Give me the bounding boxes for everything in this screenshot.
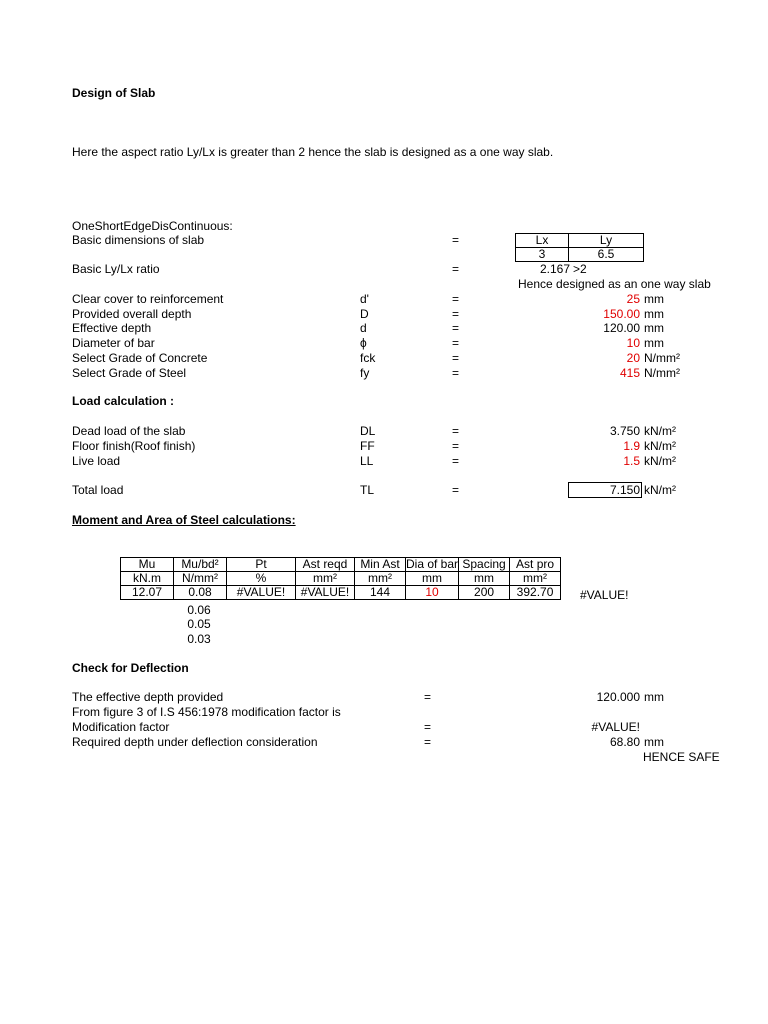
total-load-equals: = [452,483,460,497]
param-equals: = [452,292,460,306]
param-unit: mm [644,292,664,306]
load-unit: kN/m² [644,454,676,468]
ratio-compare: >2 [573,262,587,276]
param-symbol: d' [360,292,369,306]
param-label: Provided overall depth [72,307,192,321]
case-label: OneShortEdgeDisContinuous: [72,219,233,233]
deflection-equals: = [424,720,432,734]
ratio-value: 2.167 [539,262,570,276]
load-symbol: DL [360,424,376,438]
param-unit: mm [644,336,664,350]
ly-value: 6.5 [569,248,644,262]
unit-ast-pro: mm² [510,572,561,586]
deflection-unit: mm [644,735,664,749]
load-label: Live load [72,454,121,468]
param-value: 120.00 [603,321,640,335]
param-symbol: D [360,307,369,321]
hdr-ast-reqd: Ast reqd [296,558,355,572]
param-unit: mm [644,321,664,335]
moment-heading: Moment and Area of Steel calculations: [72,513,296,527]
deflection-label: Modification factor [72,720,170,734]
hdr-ast-pro: Ast pro [510,558,561,572]
val-min-ast: 144 [355,586,406,600]
unit-pt: % [227,572,296,586]
total-load-unit: kN/m² [644,483,676,497]
mu-bd2-extra-1: 0.06 [187,603,211,617]
mu-bd2-extra-2: 0.05 [187,617,211,631]
moment-unit-row [121,572,561,586]
moment-value-row [121,586,561,600]
param-symbol: d [360,321,367,335]
load-label: Floor finish(Roof finish) [72,439,196,453]
load-symbol: LL [360,454,374,468]
unit-ast-reqd: mm² [296,572,355,586]
hdr-pt: Pt [227,558,296,572]
val-dia-of-bar: 10 [406,586,459,600]
ratio-note: Hence designed as an one way slab [518,277,711,291]
param-unit: N/mm² [644,366,680,380]
deflection-value: #VALUE! [591,720,640,734]
hdr-min-ast: Min Ast [355,558,406,572]
load-equals: = [452,439,460,453]
param-unit: N/mm² [644,351,680,365]
load-equals: = [452,454,460,468]
val-spacing: 200 [459,586,510,600]
lx-header: Lx [516,234,569,248]
hdr-mu: Mu [121,558,174,572]
param-value: 25 [626,292,640,306]
deflection-label: Required depth under deflection consideration [72,735,318,749]
param-equals: = [452,307,460,321]
load-heading: Load calculation : [72,394,175,408]
mu-bd2-extra-3: 0.03 [187,632,211,646]
unit-mu-bd2: N/mm² [174,572,227,586]
hdr-dia-of-bar: Dia of bar [406,557,459,571]
ratio-equals: = [452,262,460,276]
param-value: 150.00 [603,307,640,321]
load-unit: kN/m² [644,424,676,438]
param-label: Select Grade of Steel [72,366,187,380]
deflection-value: 68.80 [609,735,640,749]
param-unit: mm [644,307,664,321]
param-value: 20 [626,351,640,365]
param-symbol: fy [360,366,370,380]
deflection-label: From figure 3 of I.S 456:1978 modification factor is [72,705,341,719]
deflection-value: 120.000 [596,690,640,704]
param-value: 10 [626,336,640,350]
param-label: Select Grade of Concrete [72,351,208,365]
lx-value: 3 [516,248,569,262]
load-unit: kN/m² [644,439,676,453]
deflection-unit: mm [644,690,664,704]
val-mu: 12.07 [121,586,174,600]
param-equals: = [452,336,460,350]
total-load-label: Total load [72,483,124,497]
intro-text: Here the aspect ratio Ly/Lx is greater than 2 hence the slab is designed as a one way slab. [72,145,554,159]
load-equals: = [452,424,460,438]
hdr-spacing: Spacing [459,558,510,572]
param-equals: = [452,351,460,365]
page-title: Design of Slab [72,86,156,100]
load-value: 3.750 [609,424,640,438]
ly-header: Ly [569,234,644,248]
param-equals: = [452,321,460,335]
deflection-conclusion: HENCE SAFE [643,750,720,764]
val-pt: #VALUE! [227,586,296,600]
unit-mu: kN.m [121,572,174,586]
total-load-symbol: TL [360,483,375,497]
load-symbol: FF [360,439,375,453]
dims-label: Basic dimensions of slab [72,233,205,247]
deflection-equals: = [424,735,432,749]
param-label: Clear cover to reinforcement [72,292,224,306]
deflection-equals: = [424,690,432,704]
deflection-heading: Check for Deflection [72,661,189,675]
val-mu-bd2: 0.08 [174,586,227,600]
param-label: Effective depth [72,321,152,335]
unit-dia-of-bar: mm [406,572,459,586]
hdr-mu-bd2: Mu/bd² [174,558,227,572]
val-ast-pro: 392.70 [510,586,561,600]
param-symbol: fck [360,351,376,365]
param-equals: = [452,366,460,380]
dims-table [515,233,644,262]
load-label: Dead load of the slab [72,424,186,438]
param-label: Diameter of bar [72,336,155,350]
param-value: 415 [619,366,640,380]
total-load-value: 7.150 [609,483,640,497]
ratio-label: Basic Ly/Lx ratio [72,262,160,276]
moment-table [120,557,561,600]
load-value: 1.5 [623,454,640,468]
unit-min-ast: mm² [355,572,406,586]
moment-row-extra: #VALUE! [580,588,629,602]
param-symbol: ϕ [360,336,367,350]
val-ast-reqd: #VALUE! [296,586,355,600]
deflection-label: The effective depth provided [72,690,224,704]
dims-equals: = [452,233,460,247]
moment-header-row [121,558,561,572]
load-value: 1.9 [623,439,640,453]
unit-spacing: mm [459,572,510,586]
